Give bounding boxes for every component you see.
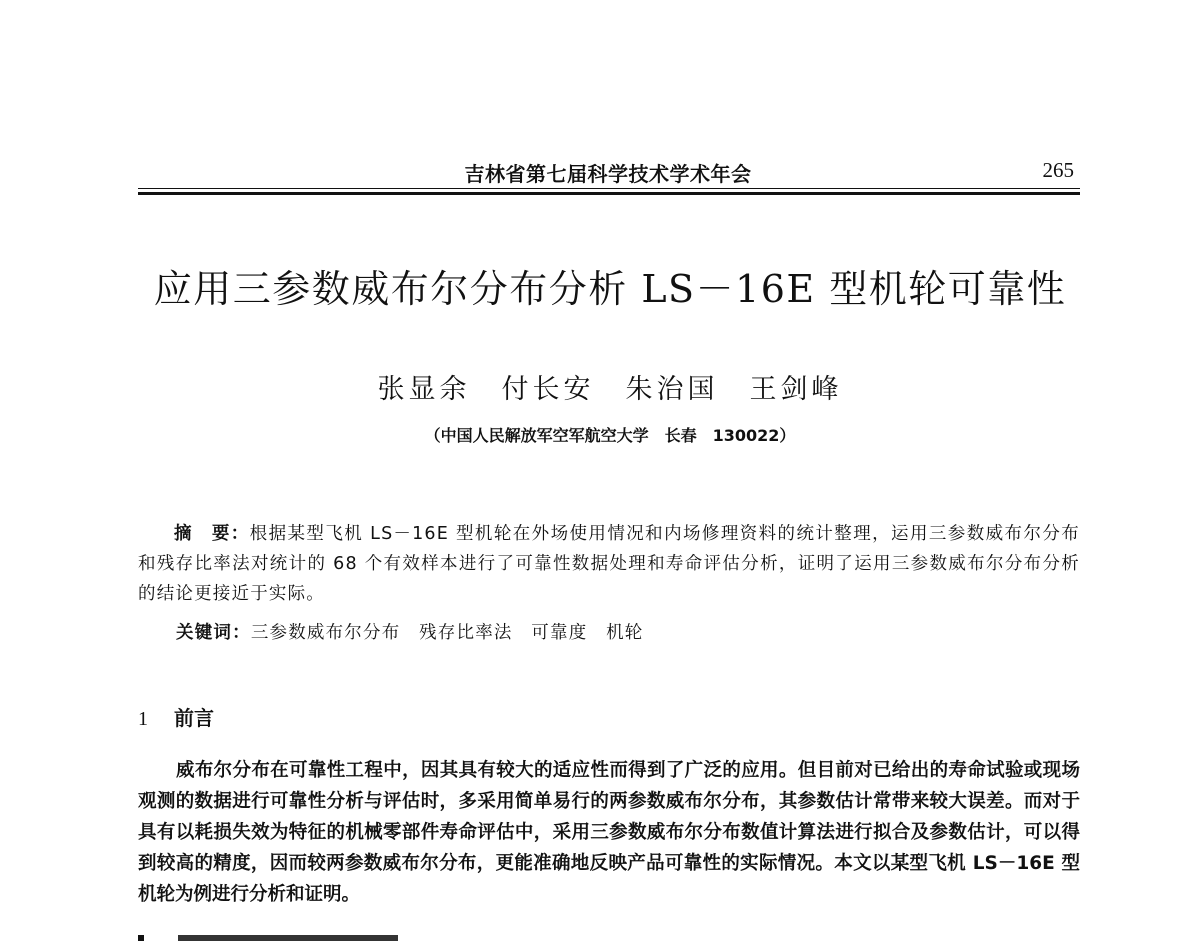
- paper-title: 应用三参数威布尔分布分析 LS－16E 型机轮可靠性: [153, 267, 1067, 311]
- header-rule-thick: [138, 192, 1080, 195]
- abstract-text: 根据某型飞机 LS－16E 型机轮在外场使用情况和内场修理资料的统计整理，运用三参数威布尔分布和残存比率法对统计的 68 个有效样本进行了可靠性数据处理和寿命评估分析，证明了运用三参数威布尔分布分析的结论更接近于实际。: [138, 524, 1080, 604]
- page-number: 265: [1042, 158, 1074, 182]
- section-heading: [138, 702, 214, 731]
- next-section-heading-cutoff: [138, 933, 418, 941]
- abstract: [138, 519, 1080, 609]
- journal-name: 吉林省第七届科学技术学术年会: [464, 162, 752, 186]
- section-number: 1: [138, 708, 148, 730]
- header-rule-thin: [138, 188, 1080, 189]
- running-header: [138, 156, 1078, 188]
- keywords: [176, 619, 1080, 648]
- abstract-label: 摘 要：: [174, 524, 250, 544]
- author-affiliation: （中国人民解放军空军航空大学 长春 130022）: [424, 426, 796, 445]
- section-title: 前言: [174, 706, 214, 730]
- keywords-text: 三参数威布尔分布 残存比率法 可靠度 机轮: [250, 623, 644, 643]
- keywords-label: 关键词：: [176, 623, 251, 643]
- section-body: 威布尔分布在可靠性工程中，因其具有较大的适应性而得到了广泛的应用。但目前对已给出的寿命试验或现场观测的数据进行可靠性分析与评估时，多采用简单易行的两参数威布尔分布，其参数估计常带来较大误差。而对于具有以耗损失效为特征的机械零部件寿命评估中，采用三参数威布尔分布数值计算法进行拟合及参数估计，可以得到较高的精度，因而较两参数威布尔分布，更能准确地反映产品可靠性的实际情况。本文以某型飞机 LS－16E 型机轮为例进行分析和证明。: [138, 760, 1080, 905]
- author-list: 张显余 付长安 朱治国 王剑峰: [377, 374, 843, 405]
